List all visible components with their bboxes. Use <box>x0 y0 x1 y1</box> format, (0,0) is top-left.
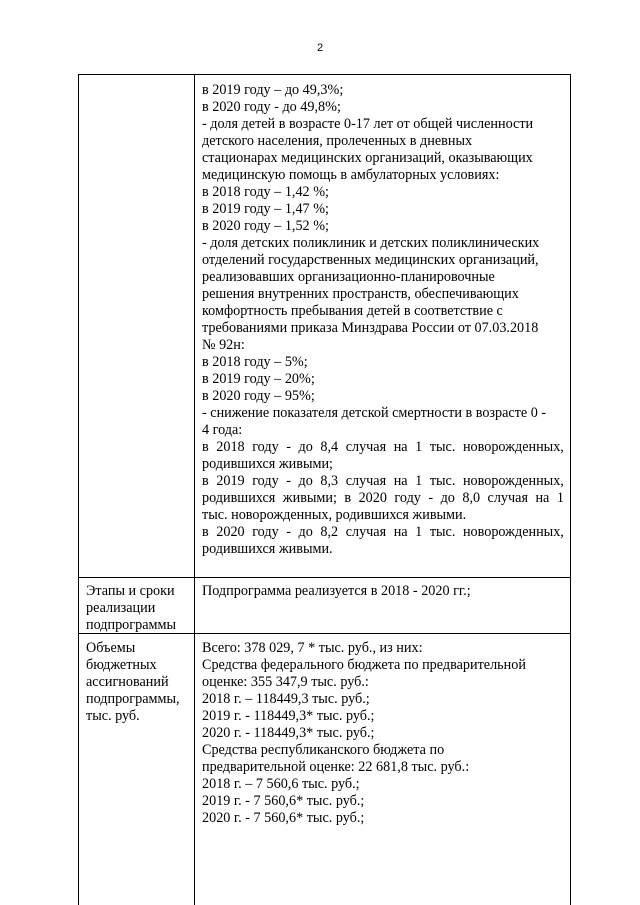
text-line: - снижение показателя детской смертности в возрасте 0 - <box>202 405 547 421</box>
text-line: в 2020 году - до 49,8%; <box>202 99 341 115</box>
text-line: родившихся живыми. <box>202 541 333 557</box>
text-line: реализовавших организационно-планировочные <box>202 269 495 285</box>
text-line: решения внутренних пространств, обеспечивающих <box>202 286 519 302</box>
text-line: в 2018 году – 1,42 %; <box>202 184 329 200</box>
text-line: Средства республиканского бюджета по <box>202 742 445 758</box>
text-line: 2020 г. - 7 560,6* тыс. руб.; <box>202 810 365 826</box>
text-line: предварительной оценке: 22 681,8 тыс. руб.: <box>202 759 470 775</box>
text-line: медицинскую помощь в амбулаторных условиях: <box>202 167 500 183</box>
text-line: Этапы и сроки <box>86 583 175 599</box>
text-line: подпрограммы, <box>86 691 180 707</box>
text-line: - доля детей в возрасте 0-17 лет от общей численности <box>202 116 534 132</box>
text-line: в 2018 году - до 8,4 случая на 1 тыс. новорожденных, <box>202 439 564 455</box>
text-line: в 2019 году – 1,47 %; <box>202 201 329 217</box>
subprogram-passport-table <box>78 74 571 905</box>
table-row-divider <box>78 577 571 578</box>
text-line: тыс. руб. <box>86 708 140 724</box>
text-line: в 2019 году – до 49,3%; <box>202 82 344 98</box>
text-line: 2019 г. - 118449,3* тыс. руб.; <box>202 708 375 724</box>
row-1-content-cell <box>202 82 564 558</box>
row-2-label-cell <box>86 583 176 634</box>
row-2-content-cell <box>202 583 564 600</box>
page-number: 2 <box>316 42 324 54</box>
table-border-right <box>570 74 571 905</box>
text-line: Средства федерального бюджета по предварительной <box>202 657 526 673</box>
text-line: отделений государственных медицинских организаций, <box>202 252 539 268</box>
text-line: стационарах медицинских организаций, оказывающих <box>202 150 533 166</box>
text-line: комфортность пребывания детей в соответствие с <box>202 303 503 319</box>
text-line: в 2020 году – 1,52 %; <box>202 218 329 234</box>
text-line: 2018 г. – 7 560,6 тыс. руб.; <box>202 776 360 792</box>
text-line: тыс. новорожденных, родившихся живыми. <box>202 507 467 523</box>
table-column-divider <box>194 74 195 905</box>
table-border-left <box>78 74 79 905</box>
text-line: родившихся живыми; <box>202 456 333 472</box>
text-line: реализации <box>86 600 156 616</box>
table-border-top <box>78 74 571 75</box>
text-line: Подпрограмма реализуется в 2018 - 2020 гг.; <box>202 583 471 599</box>
text-line: 2018 г. – 118449,3 тыс. руб.; <box>202 691 370 707</box>
text-line: 2019 г. - 7 560,6* тыс. руб.; <box>202 793 365 809</box>
text-line: ассигнований <box>86 674 169 690</box>
text-line: требованиями приказа Минздрава России от 07.03.2018 <box>202 320 539 336</box>
text-line: в 2020 году - до 8,2 случая на 1 тыс. новорожденных, <box>202 524 564 540</box>
text-line: Всего: 378 029, 7 * тыс. руб., из них: <box>202 640 423 656</box>
row-3-content-cell <box>202 640 564 827</box>
text-line: в 2018 году – 5%; <box>202 354 308 370</box>
text-line: 4 года: <box>202 422 243 438</box>
text-line: оценке: 355 347,9 тыс. руб.: <box>202 674 369 690</box>
text-line: бюджетных <box>86 657 157 673</box>
text-line: подпрограммы <box>86 617 176 633</box>
text-line: Объемы <box>86 640 136 656</box>
text-line: в 2019 году – 20%; <box>202 371 315 387</box>
text-line: в 2019 году - до 8,3 случая на 1 тыс. новорожденных, <box>202 473 564 489</box>
text-line: в 2020 году – 95%; <box>202 388 315 404</box>
text-line: родившихся живыми; в 2020 году - до 8,0 случая на 1 <box>202 490 564 506</box>
text-line: детского населения, пролеченных в дневных <box>202 133 473 149</box>
text-line: № 92н: <box>202 337 245 353</box>
text-line: - доля детских поликлиник и детских поликлинических <box>202 235 540 251</box>
text-line: 2020 г. - 118449,3* тыс. руб.; <box>202 725 375 741</box>
row-3-label-cell <box>86 640 180 725</box>
